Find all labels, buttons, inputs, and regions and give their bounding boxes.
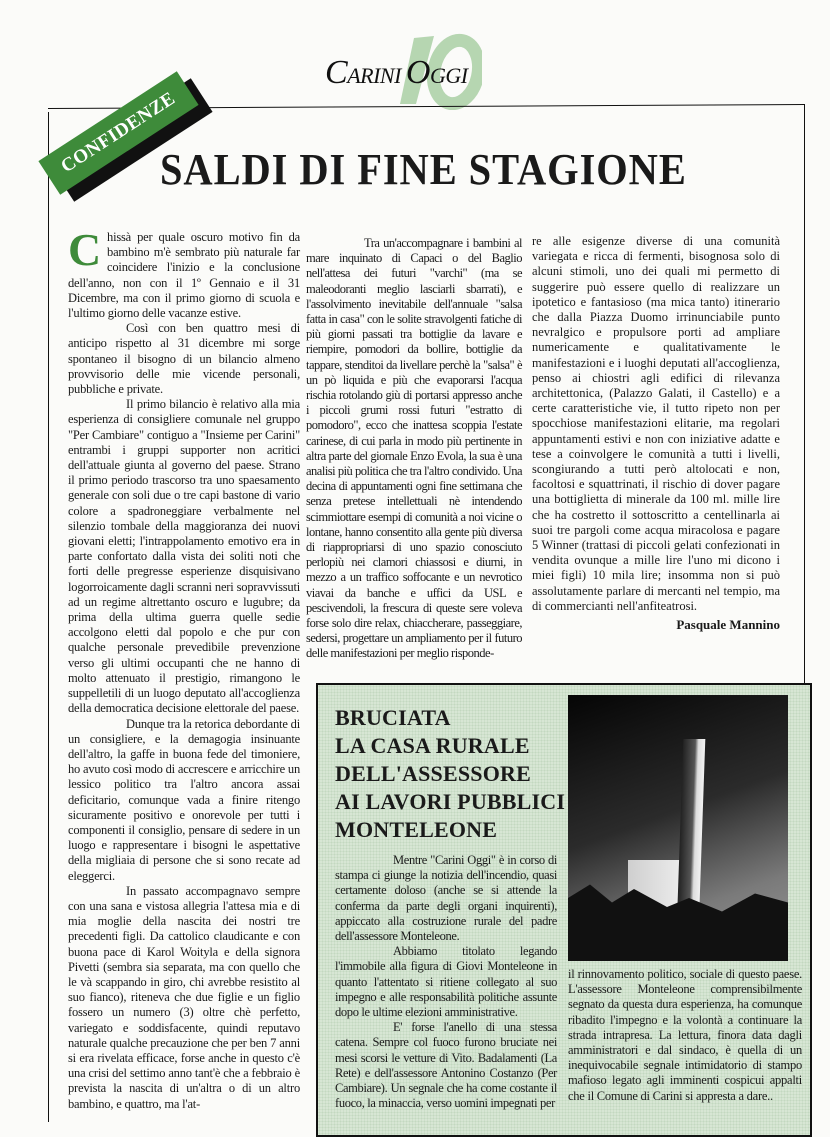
news-column-left: [335, 853, 557, 1111]
article-frame-left: [48, 112, 49, 1122]
paragraph: Così con ben quattro mesi di anticipo rispetto al 31 dicembre mi sorge spontaneo il bisogno di un bilancio almeno provvisorio delle mie vicende personali, pubbliche e private.: [68, 321, 300, 397]
paragraph: re alle esigenze diverse di una comunità variegata e ricca di fermenti, bisognosa solo di alcuni stimoli, uno dei quali mi permetto di suggerire può essere quello di realizzare un ipotetico e fantasioso (ma mica tanto) itinerario che dalla Piazza Duomo irrinunciabile punto nevralgico e propulsore porti ad ampliare numericamente e qualitativamente le manifestazioni e i luoghi deputati all'accoglienza, penso ai chiostri agli edifici di rilevanza architettonica, (Palazzo Galati, il Castello) e a certe caratteristiche vie, il tutto ripeto non per spocchiose manifestazioni elitarie, ma regolari appuntamenti estivi e non con iniziative adatte e tese a coinvolgere le comunità a tutti i livelli, scongiurando a tutti però altolocati e non, facoltosi e squattrinati, il rischio di dover pagare una bottiglietta di minerale da 100 ml. mille lire che ha costretto il sottoscritto a centellinarla ai suoi tre pargoli come acqua miracolosa e pagare 5 Winner (trattasi di piccoli gelati confezionati in vendita ovunque a mille lire l'uno mi dicono i miei figli) 10 mila lire; insomma non si può assolutamente parlare di mercanti nel tempio, ma di commercianti nell'anfiteatrosi.: [532, 234, 780, 613]
headline-line: AI LAVORI PUBBLICI: [335, 789, 566, 814]
paragraph: Chissà per quale oscuro motivo fin da bambino m'è sembrato più naturale far coincidere l'inizio e la conclusione dell'anno, non con il 1º Gennaio e il 31 Dicembre, ma con il primo giorno di scuola e l'ultimo giorno delle vacanze estive.: [68, 224, 300, 321]
article-title: SALDI DI FINE STAGIONE: [160, 145, 687, 194]
headline-line: MONTELEONE: [335, 817, 498, 842]
headline-line: LA CASA RURALE: [335, 733, 530, 758]
paragraph: In passato accompagnavo sempre con una sana e vistosa allegria l'attesa mia e di mia moglie della nascita dei nostri tre precedenti figli. Da cattolico claudicante e con buona pace di Karol Woityla e della signora Pivetti (sembra sia separata, ma con quello che le và scappando in giro, chi avrebbe resistito al suo fianco), riteneva che due figlie e un figlio fossero un numero (3) oltre chè perfetto, variegato e soddisfacente, quindi reputavo naturale qualche precauzione che per ben 7 anni si era rivelata efficace, forse anche in questo c'è una crisi del settimo anno tant'è che a febbraio è prevista la nascita di un'altra o di un altro bambino, e quattro, ma l'at-: [68, 883, 300, 1111]
article-column-1: [68, 224, 300, 1112]
article-column-2: [306, 236, 522, 662]
paragraph: Mentre "Carini Oggi" è in corso di stampa ci giunge la notizia dell'incendio, quasi certamente doloso (anche se si attende la conferma da parte degli organi inquirenti), appiccato alla costruzione rurale del padre dell'assessore Monteleone.: [335, 853, 557, 944]
news-photo-burned-house: [568, 695, 788, 961]
news-headline: [335, 704, 565, 844]
paragraph: Abbiamo titolato legando l'immobile alla figura di Giovi Monteleone in quanto l'attentato si ritiene collegato al suo impegno e alle responsabilità politiche assunte dopo le ultime elezioni amministrative.: [335, 944, 557, 1020]
article-frame-right: [804, 104, 805, 684]
masthead-logo: CARINI OGGI: [325, 54, 468, 91]
headline-line: BRUCIATA: [335, 705, 451, 730]
paragraph: il rinnovamento politico, sociale di questo paese. L'assessore Monteleone comprensibilmente segnato da questa dura esperienza, ha comunque ribadito l'impegno e la volontà a continuare la strada intrapresa. La lettura, finora data dagli amministratori e dal sindaco, è quella di un inequivocabile segnale intimidatorio di stampo mafioso legato agli imminenti cospicui appalti che il Comune di Carini si appresta a dare..: [568, 967, 802, 1103]
paragraph: E' forse l'anello di una stessa catena. Sempre col fuoco furono bruciate nei mesi scorsi le vetture di Vito. Badalamenti (La Rete) e dell'assessore Antonino Costanzo (Per Cambiare). Un segnale che ha come costante il fuoco, la minaccia, verso uomini impegnati per: [335, 1020, 557, 1111]
paragraph: Tra un'accompagnare i bambini al mare inquinato di Capaci o del Baglio nell'attesa dei futuri "varchi" (ma se maleodoranti meglio lasciarli sbarrati), e l'assolvimento inevitabile dell'annuale "salsa fatta in casa" con le solite stravolgenti fatiche di più giorni passati tra bottiglie da lavare e riempire, pomodori da bollire, bottiglie da tappare, stenditoi da livellare perchè la "salsa" è un pò liquida e più che evaporarsi l'acqua rischia rotolando giù di portarsi appresso anche i piccoli grumi rossi futuri "estratto di pomodoro", ecco che inattesa scoppia l'estate carinese, di cui parla in modo più pertinente in altra parte del giornale Enzo Evola, la sua è una analisi più politica che tra l'altro condivido. Una decina di appuntamenti ogni fine settimana che senza pretese intellettuali nè intendendo scimmiottare esempi di comunità a noi vicine o lontane, hanno consentito alla gente più diversa di riappropriarsi di uno spazio conosciuto perlopiù nei clamori chiassosi e diurni, in mezzo a un traffico soffocante e un nevrotico viavai da banche e uffici da USL e pescivendoli, la frescura di queste sere voleva forse solo dire relax, chiaccherare, passeggiare, sedersi, progettare un ampliamento per il futuro delle manifestazioni per meglio risponde-: [306, 236, 522, 661]
drop-cap: C: [68, 224, 102, 275]
article-column-3: [532, 234, 780, 633]
paragraph: Dunque tra la retorica debordante di un consigliere, e la demagogia insinuante dell'altro, la gaffe in buona fede del timoniere, ho avuto così modo di accrescere e arricchire un lessico politico tra l'altro ancora assai deficitario, comunque vada a finire ritengo sicuramente positivo e onorevole per tutti i componenti il consiglio, pensare di sedere in un luogo e rappresentare i bisogni le aspettative della migliaia di persone che si sono recate ad eleggerci.: [68, 716, 300, 883]
news-column-right: [568, 967, 802, 1104]
headline-line: DELL'ASSESSORE: [335, 761, 531, 786]
section-ribbon: CONFIDENZE: [38, 71, 198, 194]
author-signature: Pasquale Mannino: [676, 617, 780, 633]
paragraph: Il primo bilancio è relativo alla mia esperienza di consigliere comunale nel gruppo "Per Cambiare" contiguo a "Insieme per Carini" entrambi i gruppi supporter non acritici dell'attuale giunta al governo del paese. Strano il primo periodo trascorso tra uno spaesamento generale con soli due o tre capi bastone di vario colore a spadroneggiare verbalmente nel silenzio tombale della maggioranza dei nuovi giovani eletti; l'intrappolamento emotivo era in parte confortato dalla vista dei soliti noti che forti delle pregresse esperienze disquisivano logorroicamente dagli scranni neri sopravvissuti ad un regime altrettanto oscuro e lugubre; da prima della ultima guerra quelle sedie accolgono eletti dal popolo e che pur con qualche personale prevedibile prevenzione verso gli ultimi occupanti che ne hanno di molto attenuato il prestigio, rimangono le suppelletili di un luogo deputato all'accoglienza della democratica decisione elettorale del paese.: [68, 397, 300, 716]
